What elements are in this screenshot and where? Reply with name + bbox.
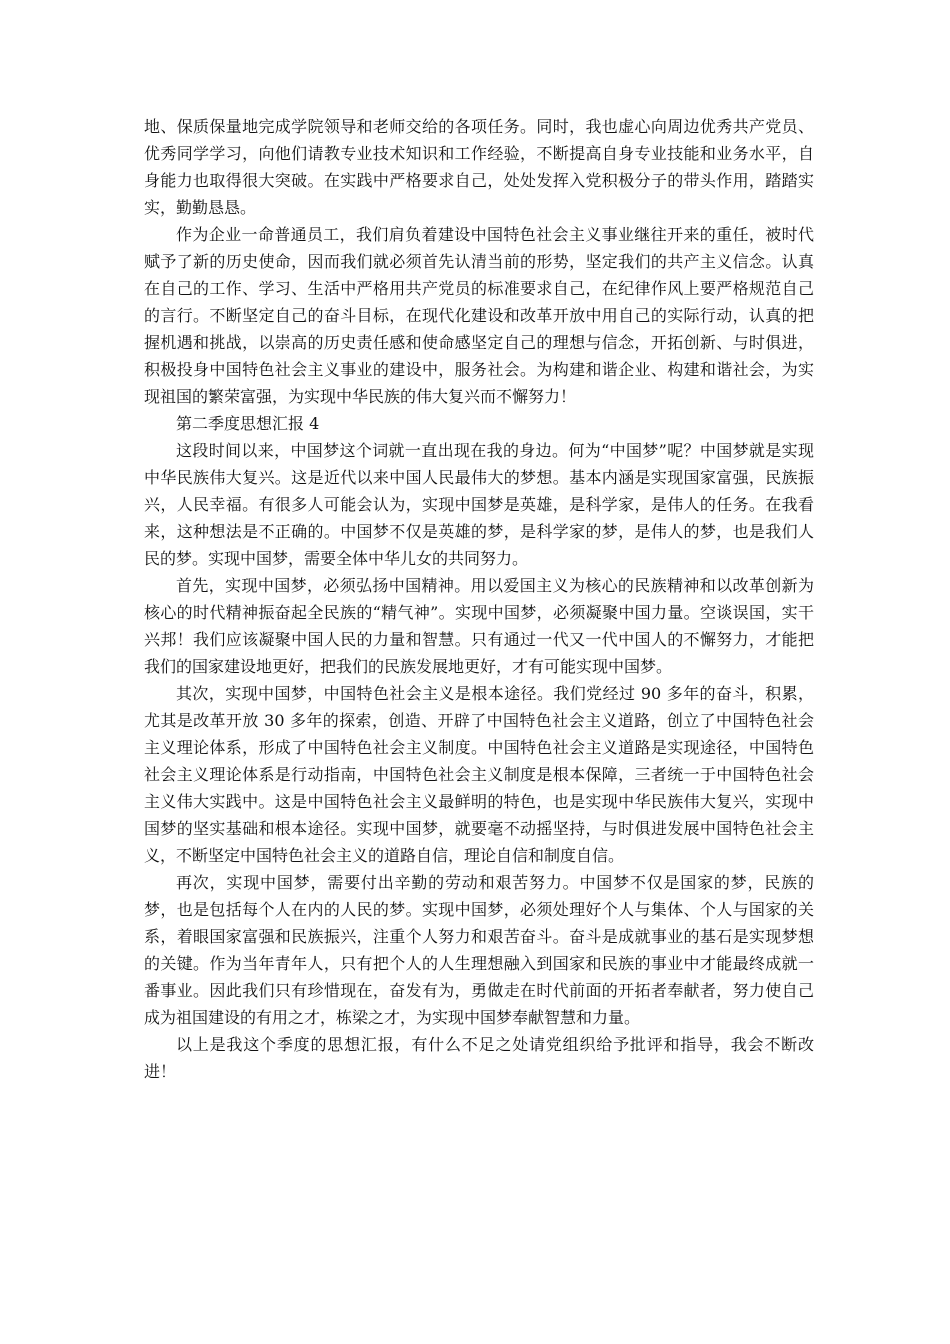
paragraph-employee-duty: 作为企业一命普通员工，我们肩负着建设中国特色社会主义事业继往开来的重任，被时代赋予了新的历史使命，因而我们就必须首先认清当前的形势，坚定我们的共产主义信念。认真在自己的工作、学习、生活中严格用共产党员的标准要求自己，在纪律作风上要严格规范自己的言行。不断坚定自己的奋斗目标，在现代化建设和改革开放中用自己的实际行动，认真的把握机遇和挑战，以崇高的历史责任感和使命感坚定自己的理想与信念，开拓创新、与时俱进，积极投身中国特色社会主义事业的建设中，服务社会。为构建和谐企业、构建和谐社会，为实现祖国的繁荣富强，为实现中华民族的伟大复兴而不懈努力！	[144, 225, 814, 406]
paragraph-first-point: 首先，实现中国梦，必须弘扬中国精神。用以爱国主义为核心的民族精神和以改革创新为核心的时代精神振奋起全民族的“精气神”。实现中国梦，必须凝聚中国力量。空谈误国，实干兴邦！我们应该凝聚中国人民的力量和智慧。只有通过一代又一代中国人的不懈努力，才能把我们的国家建设地更好，把我们的民族发展地更好，才有可能实现中国梦。	[144, 576, 814, 676]
paragraph-second-point: 其次，实现中国梦，中国特色社会主义是根本途径。我们党经过 90 多年的奋斗，积累，尤其是改革开放 30 多年的探索，创造、开辟了中国特色社会主义道路，创立了中国特色社会主义理论体系，形成了中国特色社会主义制度。中国特色社会主义道路是实现途径，中国特色社会主义理论体系是行动指南，中国特色社会主义制度是根本保障，三者统一于中国特色社会主义伟大实践中。这是中国特色社会主义最鲜明的特色，也是实现中华民族伟大复兴，实现中国梦的坚实基础和根本途径。实现中国梦，就要毫不动摇坚持，与时俱进发展中国特色社会主义，不断坚定中国特色社会主义的道路自信，理论自信和制度自信。	[144, 684, 814, 865]
section-heading: 第二季度思想汇报 4	[176, 414, 320, 433]
paragraph-continuation: 地、保质保量地完成学院领导和老师交给的各项任务。同时，我也虚心向周边优秀共产党员、优秀同学学习，向他们请教专业技术知识和工作经验，不断提高自身专业技能和业务水平，自身能力也取得很大突破。在实践中严格要求自己，处处发挥入党积极分子的带头作用，踏踏实实，勤勤恳恳。	[144, 117, 814, 217]
paragraph-conclusion: 以上是我这个季度的思想汇报，有什么不足之处请党组织给予批评和指导，我会不断改进！	[144, 1035, 814, 1081]
document-page	[144, 113, 814, 1085]
paragraph-third-point: 再次，实现中国梦，需要付出辛勤的劳动和艰苦努力。中国梦不仅是国家的梦，民族的梦，也是包括每个人在内的人民的梦。实现中国梦，必须处理好个人与集体、个人与国家的关系，着眼国家富强和民族振兴，注重个人努力和艰苦奋斗。奋斗是成就事业的基石是实现梦想的关键。作为当年青年人，只有把个人的人生理想融入到国家和民族的事业中才能最终成就一番事业。因此我们只有珍惜现在，奋发有为，勇做走在时代前面的开拓者奉献者，努力使自己成为祖国建设的有用之才，栋梁之才，为实现中国梦奉献智慧和力量。	[144, 873, 814, 1027]
paragraph-china-dream-intro: 这段时间以来，中国梦这个词就一直出现在我的身边。何为“中国梦”呢？中国梦就是实现中华民族伟大复兴。这是近代以来中国人民最伟大的梦想。基本内涵是实现国家富强，民族振兴，人民幸福。有很多人可能会认为，实现中国梦是英雄，是科学家，是伟人的任务。在我看来，这种想法是不正确的。中国梦不仅是英雄的梦，是科学家的梦，是伟人的梦，也是我们人民的梦。实现中国梦，需要全体中华儿女的共同努力。	[144, 441, 814, 568]
